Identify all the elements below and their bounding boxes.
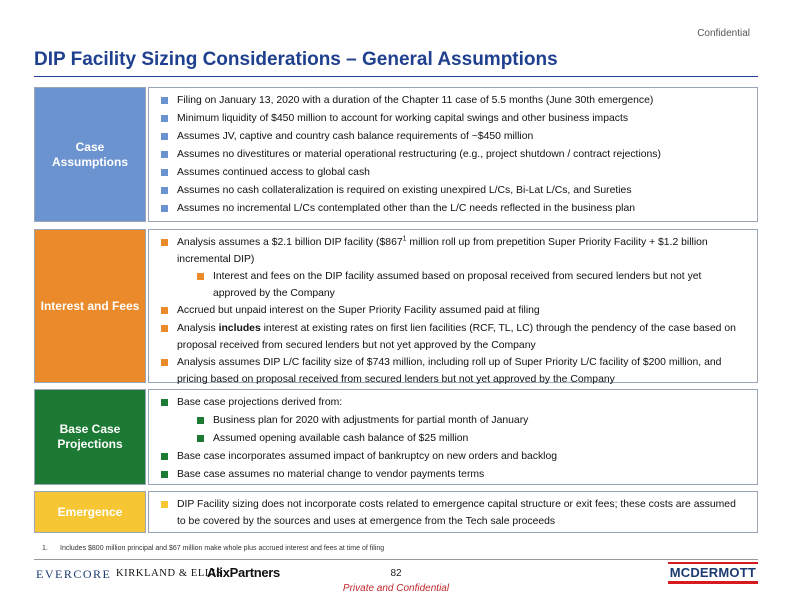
square-bullet-icon <box>197 273 204 280</box>
square-bullet-icon <box>161 399 168 406</box>
kirkland-ellis-logo: KIRKLAND & ELLIS <box>116 568 223 579</box>
list-item: Assumes continued access to global cash <box>161 164 747 182</box>
list-item: Analysis assumes DIP L/C facility size of $743 million, including roll up of Super Priority L/C facility of $200 million, and pricing based on proposal received from secured lenders but not yet approved by the Company <box>161 354 747 388</box>
square-bullet-icon <box>161 169 168 176</box>
list-item: Business plan for 2020 with adjustments for partial month of January <box>161 412 747 430</box>
square-bullet-icon <box>161 133 168 140</box>
case-assumptions-label: Case Assumptions <box>34 87 146 222</box>
confidential-label: Confidential <box>697 28 750 39</box>
square-bullet-icon <box>197 435 204 442</box>
square-bullet-icon <box>161 205 168 212</box>
list-item: Assumes JV, captive and country cash balance requirements of ~$450 million <box>161 128 747 146</box>
interest-and-fees-label: Interest and Fees <box>34 229 146 383</box>
square-bullet-icon <box>161 453 168 460</box>
case-assumptions-content <box>148 87 758 222</box>
footnote: 1. Includes $800 million principal and $67 million make whole plus accrued interest and fees at time of filing <box>42 545 385 552</box>
page-title: DIP Facility Sizing Considerations – General Assumptions <box>34 49 558 70</box>
page-number: 82 <box>390 568 402 579</box>
list-item: Base case incorporates assumed impact of bankruptcy on new orders and backlog <box>161 448 747 466</box>
list-item: Assumes no divestitures or material operational restructuring (e.g., project shutdown / contract rejections) <box>161 146 747 164</box>
interest-and-fees-content <box>148 229 758 383</box>
square-bullet-icon <box>161 307 168 314</box>
base-case-projections-label: Base Case Projections <box>34 389 146 485</box>
emergence-content <box>148 491 758 533</box>
square-bullet-icon <box>161 325 168 332</box>
square-bullet-icon <box>161 115 168 122</box>
private-confidential-label: Private and Confidential <box>342 583 450 594</box>
list-item: Assumes no incremental L/Cs contemplated other than the L/C needs reflected in the business plan <box>161 200 747 218</box>
list-item: Filing on January 13, 2020 with a duration of the Chapter 11 case of 5.5 months (June 30th emergence) <box>161 92 747 110</box>
list-item: Analysis assumes a $2.1 billion DIP facility ($\$867^1$ million roll up from prepetition Super Priority Facility + $1.2 billion incremental DIP) <box>161 234 747 268</box>
list-item: DIP Facility sizing does not incorporate costs related to emergence capital structure or exit fees; these costs are assumed to be covered by the sources and uses at emergence from the Tech sale proceeds <box>161 496 747 530</box>
case-assumptions-section <box>34 87 758 222</box>
list-item: Assumed opening available cash balance of $25 million <box>161 430 747 448</box>
footnote-marker: 1 <box>402 235 407 243</box>
mcdermott-logo: MCDERMOTT <box>668 565 758 584</box>
square-bullet-icon <box>197 417 204 424</box>
emergence-label: Emergence <box>34 491 146 533</box>
list-item: Interest and fees on the DIP facility assumed based on proposal received from secured lenders but not yet approved by the Company <box>161 268 747 302</box>
base-case-projections-content <box>148 389 758 485</box>
interest-and-fees-section <box>34 229 758 383</box>
evercore-logo: EVERCORE <box>36 567 112 581</box>
square-bullet-icon <box>161 151 168 158</box>
list-item: Minimum liquidity of $450 million to account for working capital swings and other business impacts <box>161 110 747 128</box>
emergence-section <box>34 491 758 533</box>
alixpartners-logo: AlixPartners <box>207 565 280 580</box>
list-item: Assumes no cash collateralization is required on existing unexpired L/Cs, Bi-Lat L/Cs, and Sureties <box>161 182 747 200</box>
list-item: Accrued but unpaid interest on the Super Priority Facility assumed paid at filing <box>161 302 747 320</box>
square-bullet-icon <box>161 97 168 104</box>
list-item: Analysis includes interest at existing rates on first lien facilities (RCF, TL, LC) through the pendency of the case based on proposal received from secured lenders but not yet approved by the Company <box>161 320 747 354</box>
square-bullet-icon <box>161 187 168 194</box>
list-item: Base case projections derived from: <box>161 394 747 412</box>
square-bullet-icon <box>161 471 168 478</box>
footer-divider <box>34 559 758 560</box>
list-item: Base case assumes no material change to vendor payments terms <box>161 466 747 484</box>
square-bullet-icon <box>161 501 168 508</box>
square-bullet-icon <box>161 239 168 246</box>
title-divider <box>34 76 758 77</box>
square-bullet-icon <box>161 359 168 366</box>
base-case-projections-section <box>34 389 758 485</box>
